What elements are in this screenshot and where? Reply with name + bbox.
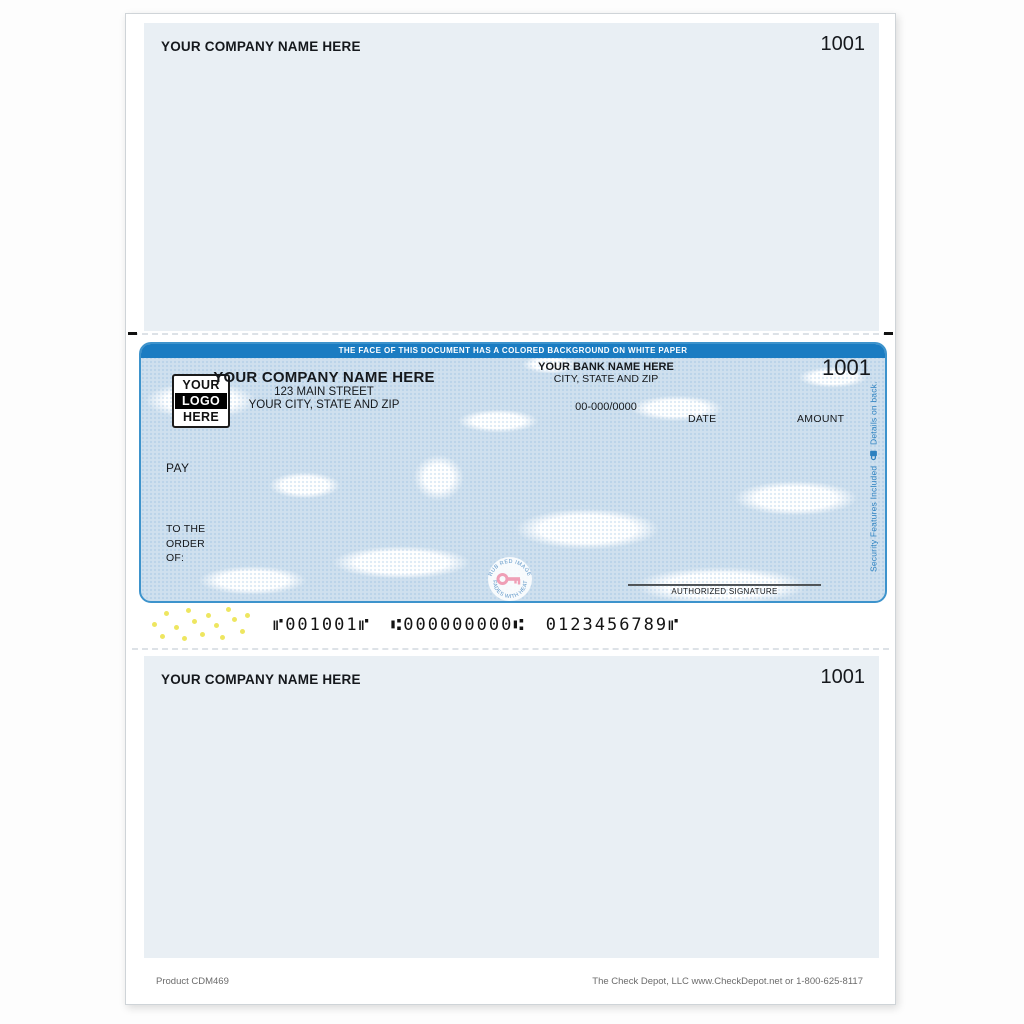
micr-line: ⑈001001⑈ ⑆000000000⑆ 0123456789⑈: [273, 615, 681, 635]
logo-line-3: HERE: [183, 410, 219, 424]
security-dots: [148, 606, 253, 644]
security-features-strip: [867, 360, 880, 593]
logo-line-1: YOUR: [182, 378, 220, 392]
authorized-signature-label: AUTHORIZED SIGNATURE: [671, 587, 778, 596]
signature-line: [628, 584, 821, 586]
company-street: 123 MAIN STREET: [274, 386, 374, 398]
perforation-line-top: [132, 333, 889, 335]
vendor-contact: The Check Depot, LLC www.CheckDepot.net or 1-800-625-8117: [592, 976, 863, 987]
stub-company-name: YOUR COMPANY NAME HERE: [161, 672, 361, 687]
lock-icon: [869, 450, 878, 461]
top-stub: [144, 23, 879, 331]
bank-name: YOUR BANK NAME HERE: [538, 361, 674, 373]
company-city: YOUR CITY, STATE AND ZIP: [248, 399, 400, 411]
product-code: Product CDM469: [156, 976, 229, 987]
perforation-line-bottom: [132, 648, 889, 650]
to-the-line: TO THE: [166, 523, 206, 535]
security-features-text: Security Features Included: [868, 465, 879, 572]
security-banner: THE FACE OF THIS DOCUMENT HAS A COLORED BACKGROUND ON WHITE PAPER: [141, 344, 885, 358]
company-address-block: [194, 369, 454, 412]
sheet-footer: [156, 976, 863, 987]
company-name: YOUR COMPANY NAME HERE: [213, 369, 435, 386]
amount-label: AMOUNT: [797, 413, 845, 425]
date-label: DATE: [688, 413, 717, 425]
check-body: [139, 342, 887, 603]
stub-check-number: 1001: [820, 666, 865, 688]
key-icon: [486, 555, 534, 603]
bottom-stub: [144, 656, 879, 958]
svg-text:RUB RED IMAGE: RUB RED IMAGE: [487, 558, 533, 578]
svg-text:FADES WITH HEAT: FADES WITH HEAT: [490, 579, 530, 601]
bank-block: [506, 361, 706, 386]
micr-band: [126, 603, 895, 648]
of-line: OF:: [166, 552, 185, 564]
perforation-tick-right: [884, 332, 893, 335]
check-number: 1001: [822, 355, 871, 380]
bank-fraction-number: 00-000/0000: [575, 401, 637, 413]
check-sheet-page: [125, 13, 896, 1005]
stub-company-name: YOUR COMPANY NAME HERE: [161, 39, 361, 54]
signature-area: [628, 584, 821, 596]
pay-label: PAY: [166, 461, 190, 475]
bank-city: CITY, STATE AND ZIP: [553, 373, 659, 385]
order-line: ORDER: [166, 537, 205, 550]
stub-check-number: 1001: [820, 33, 865, 55]
to-the-order-of-label: [166, 522, 205, 566]
logo-line-2: LOGO: [175, 393, 227, 409]
perforation-tick-left: [128, 332, 137, 335]
heat-sensitive-seal: [486, 555, 534, 603]
details-on-back-text: Details on back.: [868, 381, 879, 445]
